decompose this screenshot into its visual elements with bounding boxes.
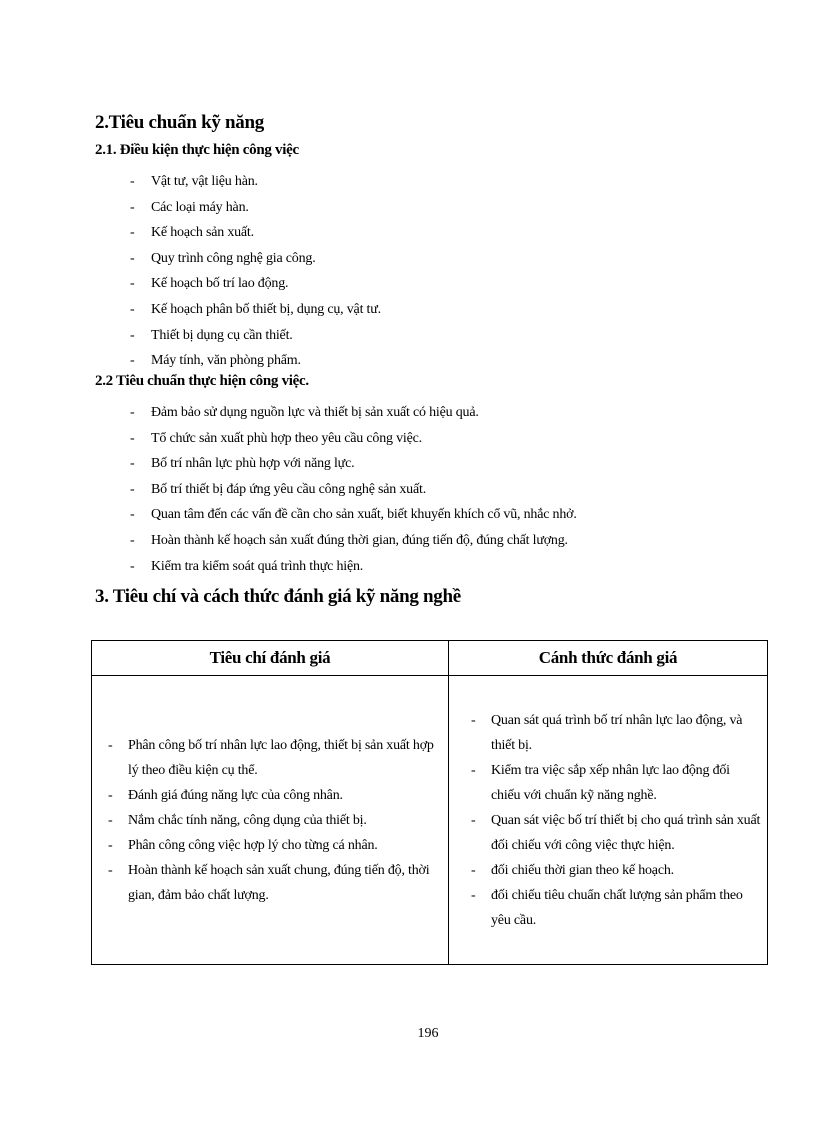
list-item: - Bố trí thiết bị đáp ứng yêu cầu công nghệ sản xuất. [130,477,577,503]
list-item: - đối chiếu thời gian theo kế hoạch. [471,858,761,883]
list-item: - Kiểm tra kiểm soát quá trình thực hiện. [130,554,577,580]
list-item: - Nắm chắc tính năng, công dụng của thiết bị. [108,808,436,833]
method-cell [449,676,768,965]
list-item: - Phân công công việc hợp lý cho từng cá nhân. [108,833,436,858]
section-3-title: 3. Tiêu chí và cách thức đánh giá kỹ năng nghề [95,586,461,607]
list-item: - Quan sát việc bố trí thiết bị cho quá trình sản xuất đối chiếu với công việc thực hiện. [471,808,761,858]
list-item: - Máy tính, văn phòng phẩm. [130,348,381,374]
section-2-title: 2.Tiêu chuẩn kỹ năng [95,112,264,133]
list-item: - Tổ chức sản xuất phù hợp theo yêu cầu công việc. [130,426,577,452]
list-item: - Quy trình công nghệ gia công. [130,246,381,272]
list-item: - Phân công bố trí nhân lực lao động, thiết bị sản xuất hợp lý theo điều kiện cụ thể. [108,733,436,783]
list-item: - Hoàn thành kế hoạch sản xuất chung, đúng tiến độ, thời gian, đảm bảo chất lượng. [108,858,436,908]
list-item: - đối chiếu tiêu chuẩn chất lượng sản phẩm theo yêu cầu. [471,883,761,933]
list-item: - Kế hoạch sản xuất. [130,220,381,246]
table-row [92,676,768,965]
list-item: - Kế hoạch phân bố thiết bị, dụng cụ, vật tư. [130,297,381,323]
list-item: - Đảm bảo sử dụng nguồn lực và thiết bị sản xuất có hiệu quả. [130,400,577,426]
list-item: - Vật tư, vật liệu hàn. [130,169,381,195]
list-item: - Kiểm tra việc sắp xếp nhân lực lao động đối chiếu với chuẩn kỹ năng nghề. [471,758,761,808]
section-2-1-title: 2.1. Điều kiện thực hiện công việc [95,142,299,158]
criteria-cell [92,676,449,965]
list-item: - Các loại máy hàn. [130,195,381,221]
table-header-row [92,641,768,676]
list-item: - Đánh giá đúng năng lực của công nhân. [108,783,436,808]
work-standards-list [130,400,577,579]
work-conditions-list [130,169,381,374]
method-list [471,708,761,933]
criteria-list [108,733,436,908]
page-number: 196 [417,1026,439,1041]
evaluation-table [91,640,768,965]
section-2-2-title: 2.2 Tiêu chuẩn thực hiện công việc. [95,373,309,389]
list-item: - Quan tâm đến các vấn đề cần cho sản xuất, biết khuyến khích cổ vũ, nhắc nhở. [130,502,577,528]
list-item: - Quan sát quá trình bố trí nhân lực lao động, và thiết bị. [471,708,761,758]
list-item: - Kế hoạch bố trí lao động. [130,271,381,297]
list-item: - Bố trí nhân lực phù hợp với năng lực. [130,451,577,477]
list-item: - Thiết bị dụng cụ cần thiết. [130,323,381,349]
method-header: Cánh thức đánh giá [449,641,768,676]
criteria-header: Tiêu chí đánh giá [92,641,449,676]
list-item: - Hoàn thành kế hoạch sản xuất đúng thời gian, đúng tiến độ, đúng chất lượng. [130,528,577,554]
